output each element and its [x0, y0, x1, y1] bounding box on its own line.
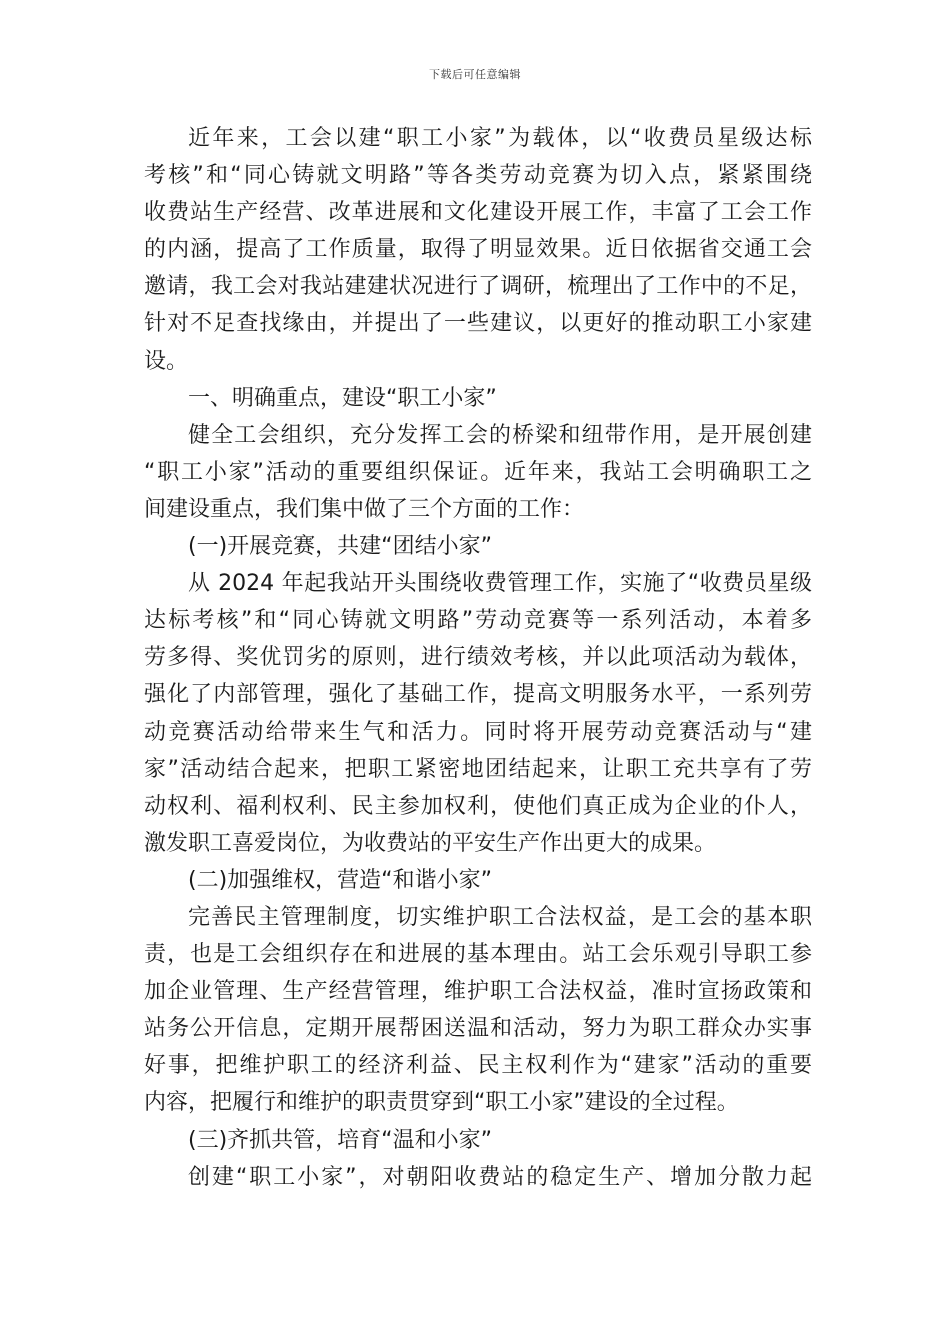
text-line: 好事，把维护职工的经济利益、民主权利作为“建家”活动的重要 — [144, 1053, 812, 1079]
text-line: 动权利、福利权利、民主参加权利，使他们真正成为企业的仆人， — [144, 793, 812, 819]
text-line: 内容，把履行和维护的职责贯穿到“职工小家”建设的全过程。 — [144, 1090, 739, 1116]
text-line: 站务公开信息，定期开展帮困送温和活动，努力为职工群众办实事 — [144, 1016, 812, 1042]
text-line: 责，也是工会组织存在和进展的基本理由。站工会乐观引导职工参 — [144, 942, 812, 968]
text-line: 针对不足查找缘由，并提出了一些建议，以更好的推动职工小家建 — [144, 311, 812, 337]
text-line: 激发职工喜爱岗位，为收费站的平安生产作出更大的成果。 — [144, 830, 717, 856]
subsection-heading: (三)齐抓共管，培育“温和小家” — [188, 1127, 492, 1153]
text-line: 间建设重点，我们集中做了三个方面的工作： — [144, 496, 585, 522]
document-body — [144, 120, 812, 1196]
text-line: 加企业管理、生产经营管理，维护职工合法权益，准时宣扬政策和 — [144, 979, 812, 1005]
text-line: 健全工会组织，充分发挥工会的桥梁和纽带作用，是开展创建 — [188, 422, 812, 448]
text-line: 达标考核”和“同心铸就文明路”劳动竞赛等一系列活动，本着多 — [144, 608, 812, 634]
text-line: 邀请，我工会对我站建建状况进行了调研，梳理出了工作中的不足， — [144, 274, 812, 300]
text-line: 收费站生产经营、改革进展和文化建设开展工作，丰富了工会工作 — [144, 200, 812, 226]
text-line: 近年来，工会以建“职工小家”为载体，以“收费员星级达标 — [188, 126, 812, 151]
text-line: 动竞赛活动给带来生气和活力。同时将开展劳动竞赛活动与“建 — [144, 719, 812, 745]
subsection-heading: (一)开展竞赛，共建“团结小家” — [188, 534, 492, 560]
text-line: “职工小家”活动的重要组织保证。近年来，我站工会明确职工之 — [144, 459, 812, 485]
subsection-heading: (二)加强维权，营造“和谐小家” — [188, 867, 492, 893]
section-heading: 一、明确重点，建设“职工小家” — [188, 385, 497, 411]
page-header-note: 下载后可任意编辑 — [429, 68, 521, 81]
text-line: 从 2024 年起我站开头围绕收费管理工作，实施了“收费员星级 — [188, 571, 812, 597]
text-line: 设。 — [144, 348, 189, 374]
text-line: 的内涵，提高了工作质量，取得了明显效果。近日依据省交通工会 — [144, 237, 812, 263]
text-line: 考核”和“同心铸就文明路”等各类劳动竞赛为切入点，紧紧围绕 — [144, 163, 812, 189]
text-line: 创建“职工小家”，对朝阳收费站的稳定生产、增加分散力起 — [188, 1164, 812, 1190]
text-line: 劳多得、奖优罚劣的原则，进行绩效考核，并以此项活动为载体， — [144, 645, 812, 671]
text-line: 家”活动结合起来，把职工紧密地团结起来，让职工充共享有了劳 — [144, 756, 812, 782]
text-line: 强化了内部管理，强化了基础工作，提高文明服务水平，一系列劳 — [144, 682, 812, 708]
text-line: 完善民主管理制度，切实维护职工合法权益，是工会的基本职 — [188, 904, 812, 930]
